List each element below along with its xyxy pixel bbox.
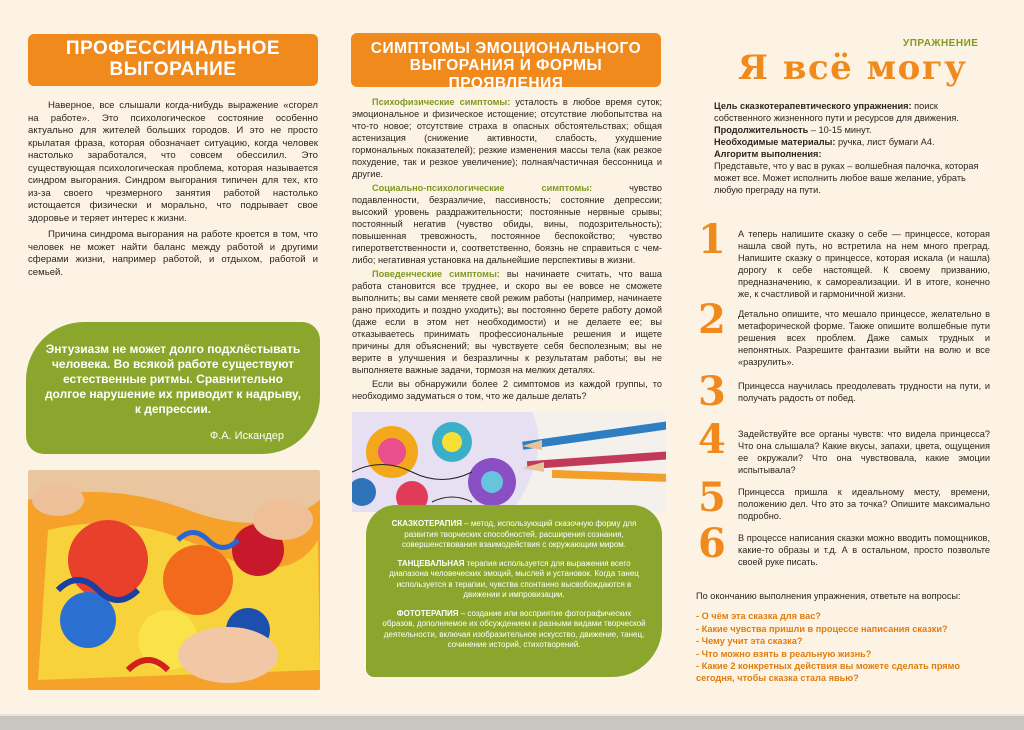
- therapy-photo-text: – создание или восприятие фотографических образов, дополняемое их обсуждением и разными видами творческой деятельности, включая изобразительное искусство, движение, танец, сочинение историй, стихотворений.: [382, 608, 646, 649]
- therapy-dance-name: ТАНЦЕВАЛЬНАЯ: [397, 558, 465, 568]
- quote-box: [26, 322, 320, 454]
- therapy-fairytale-text: – метод, использующий сказочную форму для развития творческих способностей, расширения сознания, совершенствования взаимодействия с окружающим миром.: [401, 519, 637, 549]
- exercise-materials: [696, 136, 996, 148]
- therapy-photo: [380, 609, 648, 651]
- step-text: Детально опишите, что мешало принцессе, желательно в метафорической форме. Также опишите волшебные пути решения всех проблем. Даже самых трудных и непонятных. Разрешите фантазии выйти на волю и все «разрулить».: [738, 309, 990, 367]
- question-item: - Какие 2 конкретных действия вы можете сделать прямо сегодня, чтобы сказка стала явью?: [696, 661, 960, 684]
- materials-label: Необходимые материалы:: [714, 137, 836, 147]
- questions-block: [696, 590, 996, 685]
- step-text: Задействуйте все органы чувств: что видела принцесса? Что она слышала? Какие вкусы, запахи, цвета, ощущения ее окружали? Что она чувствовала, какие эмоции испытывала?: [738, 429, 990, 475]
- step-text: Принцесса научилась преодолевать трудности на пути, и получать радость от побед.: [738, 381, 990, 403]
- question-item: - Какие чувства пришли в процессе написания сказки?: [696, 623, 948, 634]
- step-text: Принцесса пришла к идеальному месту, времени, положению дел. Что это за точка? Опишите максимально подробно.: [738, 487, 990, 521]
- page-bottom-edge: [0, 716, 1024, 730]
- therapies-box: [366, 505, 662, 677]
- social-label: Социально-психологические симптомы:: [372, 183, 593, 193]
- coloring-pencils-photo: [352, 412, 666, 512]
- psycho-desc: усталость в любое время суток; эмоциональное и физическое истощение; отсутствие любопытства на что-то новое; отсутствие страха в опасных обстоятельствах; общая астенизация (снижение активности, слабость, ухудшение гормональных показателей); резкие изменения массы тела (как резкое похудение, так и резкое увеличение); полная/частичная бессонница и другие.: [352, 97, 662, 179]
- exercise-intro-text: Представьте, что у вас в руках – волшебная палочка, которая может все. Может исполнить любое ваше желание, убрать любую преграду на пути.: [714, 161, 979, 195]
- step-number: 4: [698, 416, 726, 463]
- goal-label: Цель сказкотерапевтического упражнения:: [714, 101, 912, 111]
- social-desc: чувство подавленности, безразличие, пассивность; состояние депрессии; высокий уровень раздражительности; постоянные нервные срывы; постоянный негатив (чувство обиды, вины, подозрительность); повышенная тревожность, постоянное беспокойство; чувство гиперответственности и, соответственно, боязнь не справиться с чем-либо; негативная установка на дальнейшие перспективы в жизни.: [352, 183, 662, 265]
- step-number: 1: [698, 216, 726, 263]
- step-number: 2: [698, 296, 726, 343]
- exercise-label: УПРАЖНЕНИЕ: [903, 38, 979, 49]
- psycho-label: Психофизические симптомы:: [372, 97, 511, 107]
- step-text: А теперь напишите сказку о себе — принцессе, которая нашла свой путь, но встретила на нем много преград. Напишите сказку о принцессе, которая искала (и нашла) дорогу к себе настоящей. К своему призванию, предназначению, к самореализации. И в итоге, конечно же, к счастливой и гармоничной жизни.: [738, 229, 990, 299]
- question-item: - О чём эта сказка для вас?: [696, 611, 821, 622]
- social-symptoms: [352, 182, 662, 266]
- algorithm-label: Алгоритм выполнения:: [714, 149, 822, 159]
- duration-label: Продолжительность: [714, 125, 809, 135]
- quote-author: Ф.А. Искандер: [209, 430, 284, 442]
- therapy-photo-name: ФОТОТЕРАПИЯ: [396, 608, 459, 618]
- questions-intro: По окончанию выполнения упражнения, ответьте на вопросы:: [696, 591, 961, 601]
- duration-text: – 10-15 минут.: [808, 125, 872, 135]
- symptoms-closing: Если вы обнаружили более 2 симптомов из каждой группы, то необходимо задуматься о том, что же дальше делать?: [352, 379, 662, 401]
- finger-painting-photo: [28, 470, 320, 690]
- burnout-paragraph-1: Наверное, все слышали когда-нибудь выражение «сгорел на работе». Это психологическое состояние особенно актуально для жителей больших городов. И это не просто крылатая фраза, которая обозначает ситуацию, когда человек настолько заработался, что совсем обессилил. Это существующая психологическая проблема, которая называется синдром выгорания. Синдром выгорания типичен для тех, кто из-за своего чрезмерного занятия работой настолько истощается физически и морально, что подрывает свое здоровье и теряет интерес к жизни.: [28, 100, 318, 224]
- question-item: - Что можно взять в реальную жизнь?: [696, 648, 872, 659]
- step-number: 3: [698, 368, 726, 415]
- therapy-fairytale: [380, 519, 648, 551]
- therapy-dance-text: терапия используется для выражения всего диапазона человеческих эмоций, мыслей и установок. Когда танец используется в терапии, чувства спонтанно высвобождаются в движении и импровизации.: [389, 558, 639, 599]
- therapy-fairytale-name: СКАЗКОТЕРАПИЯ: [391, 519, 462, 528]
- exercise-duration: [696, 124, 996, 136]
- exercise-goal: [696, 100, 996, 124]
- exercise-intro: [696, 100, 996, 196]
- burnout-text: [28, 100, 318, 279]
- burnout-paragraph-2: Причина синдрома выгорания на работе кроется в том, что человек не может найти баланс между работой и другими сферами жизни, например работой, и отдыхом, работой и семьей.: [28, 229, 318, 278]
- step-text: В процессе написания сказки можно вводить помощников, какие-то образы и т.д. А в остальном, просто позвольте своей руке писать.: [738, 533, 990, 567]
- symptoms-heading: СИМПТОМЫ ЭМОЦИОНАЛЬНОГО ВЫГОРАНИЯ И ФОРМЫ ПРОЯВЛЕНИЯ: [351, 33, 661, 87]
- exercise-title: Я всё могу: [738, 48, 968, 88]
- therapy-dance: [380, 559, 648, 601]
- behavior-desc: вы начинаете считать, что ваша работа становится все труднее, и скоро вы ее вовсе не сможете выполнить; вы сами меняете свой режим работы (например, начинаете рано приходить и поздно уходить); вы постоянно берете работу домой (даже если в этом нет необходимости) и не делаете ее; вы отказываетесь принимать профессиональные решения и ищете причины для объяснений; вы чувствуете себя бесполезным; вы не верите в улучшения и безразличны к результатам работы; вы не выполняете важные задачи, тормозя на мелких деталях.: [352, 269, 663, 375]
- materials-text: ручка, лист бумаги А4.: [835, 137, 935, 147]
- burnout-heading: ПРОФЕССИНАЛЬНОЕ ВЫГОРАНИЕ: [28, 34, 318, 86]
- step-number: 5: [698, 474, 726, 521]
- goal-text: поиск собственного жизненного пути и ресурсов для движения.: [714, 101, 959, 123]
- behavior-symptoms: [352, 268, 662, 376]
- symptoms-text: [352, 96, 662, 402]
- quote-text: Энтузиазм не может долго подхлёстывать человека. Во всякой работе существуют естественные ритмы. Сравнительно долгое нарушение их приводит к надрыву, к депрессии.: [44, 342, 302, 416]
- question-item: - Чему учит эта сказка?: [696, 636, 803, 647]
- psycho-symptoms: [352, 96, 662, 180]
- behavior-label: Поведенческие симптомы:: [372, 269, 500, 279]
- step-number: 6: [698, 520, 726, 567]
